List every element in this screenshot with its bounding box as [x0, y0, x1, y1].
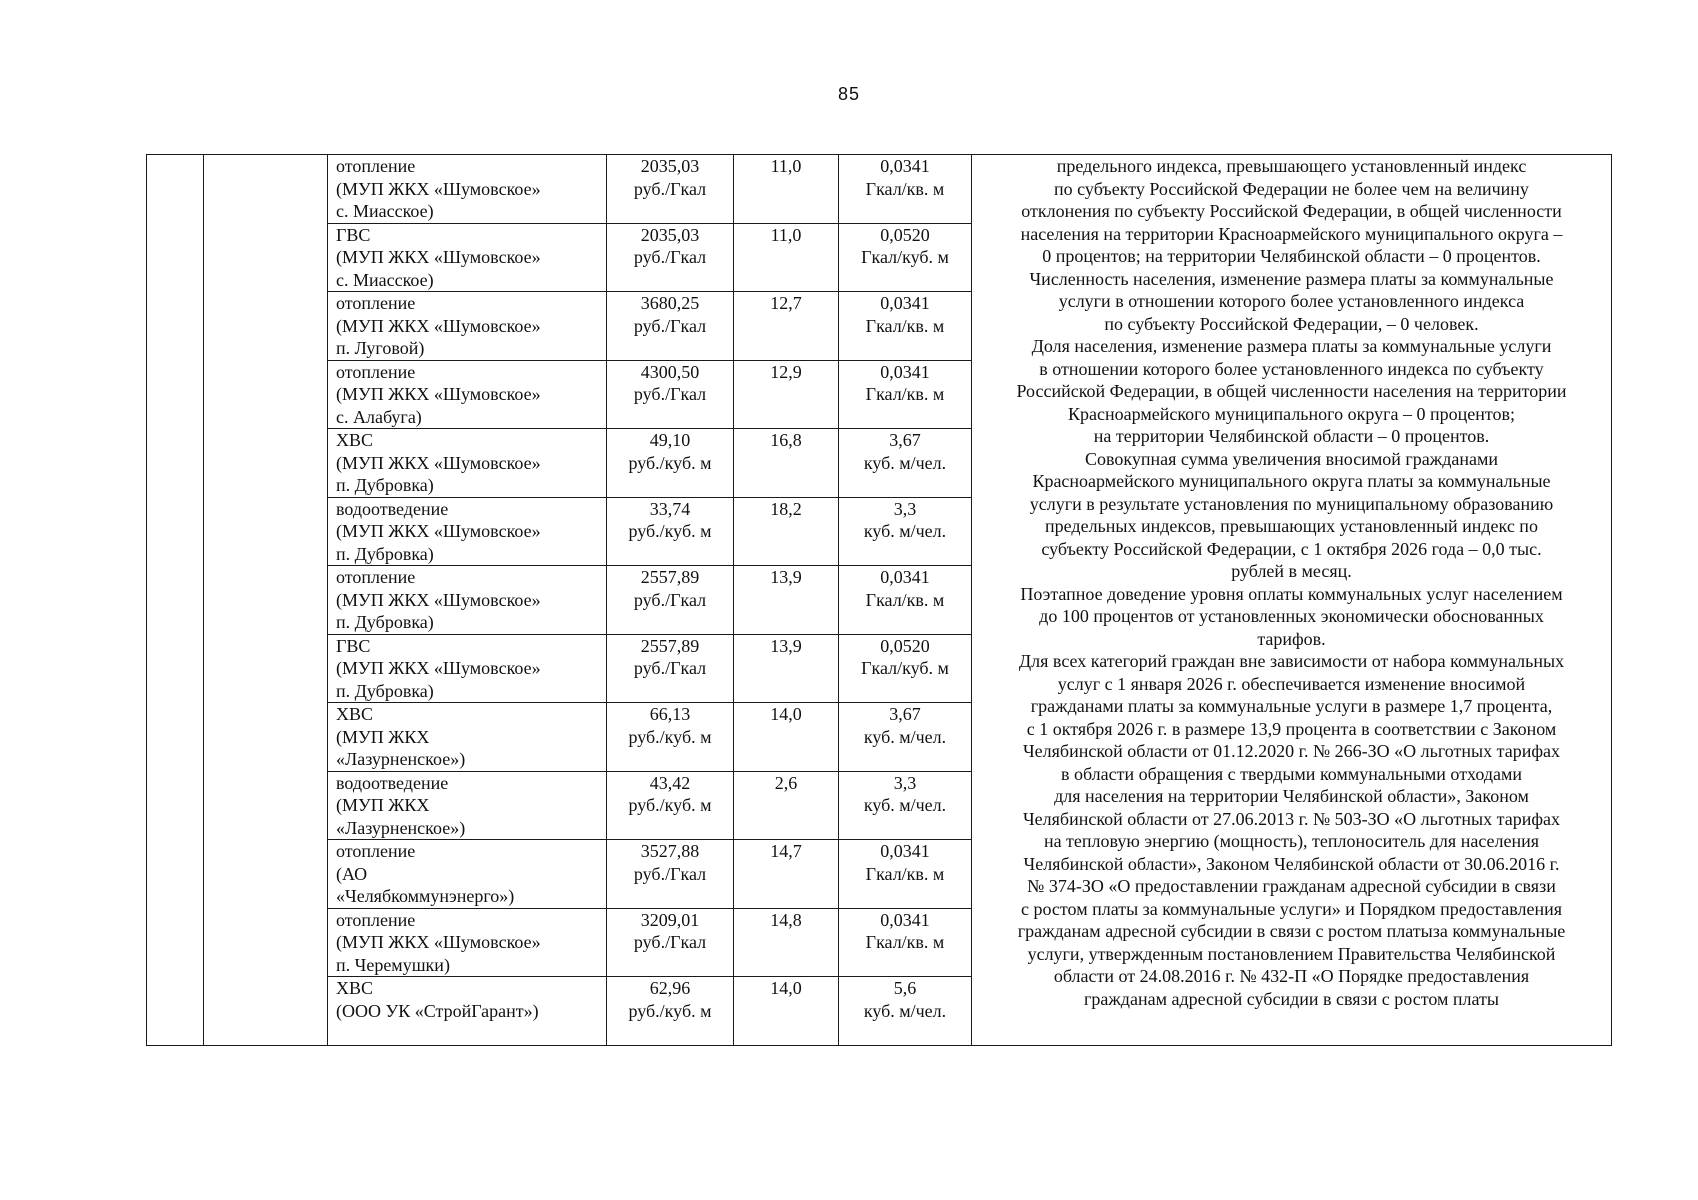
service-line: отопление: [336, 293, 416, 313]
tariff-unit: руб./Гкал: [633, 589, 707, 610]
index-cell: 12,7: [734, 292, 839, 361]
service-line: (МУП ЖКХ «Шумовское»: [336, 247, 541, 267]
service-line: с. Миасское): [336, 269, 434, 290]
service-cell: [328, 566, 607, 635]
tariff-cell: [607, 908, 734, 977]
norm-cell: [839, 155, 972, 224]
tariff-value: 2557,89: [640, 635, 700, 656]
norm-cell: [839, 703, 972, 772]
tariff-unit: руб./Гкал: [633, 932, 707, 952]
norm-value: 0,0341: [880, 567, 930, 587]
service-line: отопление: [336, 156, 416, 176]
norm-cell: [839, 360, 972, 429]
norm-cell: [839, 840, 972, 909]
norm-unit: Гкал/кв. м: [865, 384, 945, 404]
service-line: (МУП ЖКХ «Шумовское»: [336, 658, 541, 678]
norm-unit: Гкал/кв. м: [865, 863, 945, 884]
service-line: п. Черемушки): [336, 954, 450, 975]
tariff-value: 2557,89: [640, 567, 700, 587]
norm-value: 3,3: [893, 498, 917, 519]
index-cell: 13,9: [734, 634, 839, 703]
norm-unit: Гкал/кв. м: [865, 178, 945, 199]
tariff-unit: руб./Гкал: [633, 315, 707, 336]
service-line: (МУП ЖКХ «Шумовское»: [336, 452, 541, 473]
index-cell: 12,9: [734, 360, 839, 429]
norm-value: 0,0341: [880, 293, 930, 313]
norm-cell: [839, 223, 972, 292]
tariff-unit: руб./куб. м: [628, 1000, 712, 1021]
tariff-cell: [607, 703, 734, 772]
tariff-unit: руб./Гкал: [633, 178, 707, 199]
norm-cell: [839, 977, 972, 1046]
tariff-value: 43,42: [649, 772, 691, 793]
norm-value: 5,6: [893, 978, 917, 998]
service-cell: [328, 977, 607, 1046]
service-line: с. Алабуга): [336, 406, 422, 427]
norm-cell: [839, 429, 972, 498]
tariff-cell: [607, 223, 734, 292]
service-cell: [328, 634, 607, 703]
service-line: отопление: [336, 841, 416, 861]
index-cell: 13,9: [734, 566, 839, 635]
tariff-cell: [607, 155, 734, 224]
service-line: отопление: [336, 361, 416, 382]
norm-value: 3,67: [889, 430, 921, 450]
blank-cell-municipality: [204, 155, 328, 1046]
service-line: (МУП ЖКХ «Шумовское»: [336, 589, 541, 610]
tariff-unit: руб./куб. м: [628, 521, 712, 541]
norm-cell: [839, 771, 972, 840]
norm-cell: [839, 292, 972, 361]
service-line: (МУП ЖКХ «Шумовское»: [336, 521, 541, 541]
service-line: (МУП ЖКХ «Шумовское»: [336, 932, 541, 952]
norm-value: 0,0341: [880, 361, 930, 382]
tariff-value: 2035,03: [640, 224, 700, 245]
tariff-unit: руб./Гкал: [633, 658, 707, 678]
service-line: ХВС: [336, 430, 374, 450]
tariff-cell: [607, 292, 734, 361]
service-cell: [328, 292, 607, 361]
service-cell: [328, 840, 607, 909]
service-line: «Челябкоммунэнерго»): [336, 886, 515, 906]
tariff-unit: руб./куб. м: [628, 726, 712, 747]
index-cell: 14,8: [734, 908, 839, 977]
service-line: (АО: [336, 863, 368, 884]
index-cell: 2,6: [734, 771, 839, 840]
service-line: «Лазурненское»): [336, 817, 466, 838]
service-line: (ООО УК «СтройГарант»): [336, 1000, 539, 1021]
norm-value: 0,0341: [880, 841, 930, 861]
index-cell: 18,2: [734, 497, 839, 566]
index-cell: 14,7: [734, 840, 839, 909]
page-number: 85: [837, 84, 861, 104]
service-cell: [328, 908, 607, 977]
service-line: п. Луговой): [336, 338, 425, 358]
service-cell: [328, 360, 607, 429]
service-cell: [328, 429, 607, 498]
index-cell: 14,0: [734, 977, 839, 1046]
service-line: ГВС: [336, 635, 371, 656]
service-line: п. Дубровка): [336, 475, 434, 495]
tariff-value: 33,74: [649, 498, 691, 519]
service-line: водоотведение: [336, 498, 449, 519]
service-line: (МУП ЖКХ: [336, 726, 430, 747]
tariff-value: 4300,50: [640, 361, 700, 382]
norm-unit: Гкал/кв. м: [865, 589, 945, 610]
service-line: отопление: [336, 909, 416, 930]
service-cell: [328, 223, 607, 292]
tariff-value: 3209,01: [640, 909, 700, 930]
service-line: (МУП ЖКХ «Шумовское»: [336, 178, 541, 199]
service-line: отопление: [336, 567, 416, 587]
tariff-unit: руб./куб. м: [628, 795, 712, 815]
norm-unit: куб. м/чел.: [863, 795, 947, 815]
norm-value: 0,0520: [880, 224, 930, 245]
norm-value: 3,67: [889, 704, 921, 724]
service-line: п. Дубровка): [336, 543, 434, 564]
norm-value: 3,3: [893, 772, 917, 793]
tariff-unit: руб./Гкал: [633, 247, 707, 267]
service-line: ХВС: [336, 978, 374, 998]
service-line: «Лазурненское»): [336, 749, 466, 769]
tariff-table: [146, 154, 1612, 1046]
tariff-cell: [607, 840, 734, 909]
norm-value: 0,0520: [880, 635, 930, 656]
tariff-unit: руб./Гкал: [633, 863, 707, 884]
service-cell: [328, 497, 607, 566]
service-line: п. Дубровка): [336, 680, 434, 701]
tariff-cell: [607, 977, 734, 1046]
tariff-value: 62,96: [649, 978, 691, 998]
tariff-cell: [607, 497, 734, 566]
tariff-cell: [607, 566, 734, 635]
norm-value: 0,0341: [880, 909, 930, 930]
norm-value: 0,0341: [880, 156, 930, 176]
service-line: ХВС: [336, 704, 374, 724]
service-line: с. Миасское): [336, 201, 434, 221]
tariff-unit: руб./куб. м: [628, 452, 712, 473]
norm-unit: куб. м/чел.: [863, 1000, 947, 1021]
table-row: [147, 155, 1612, 224]
service-line: ГВС: [336, 224, 371, 245]
service-cell: [328, 155, 607, 224]
tariff-value: 66,13: [649, 704, 691, 724]
norm-cell: [839, 908, 972, 977]
index-cell: 14,0: [734, 703, 839, 772]
tariff-unit: руб./Гкал: [633, 384, 707, 404]
norm-unit: куб. м/чел.: [863, 521, 947, 541]
tariff-cell: [607, 360, 734, 429]
tariff-cell: [607, 771, 734, 840]
tariff-value: 2035,03: [640, 156, 700, 176]
norm-cell: [839, 497, 972, 566]
norm-unit: Гкал/кв. м: [865, 315, 945, 336]
info-text-cell: предельного индекса, превышающего установленный индекс по субъекту Российской Федерации не более чем на величину отклонения по субъекту Российской Федерации, в общей численности населения на территории Красноармейского муниципального округа – 0 процентов; на территории Челябинской области – 0 процентов. Численность населения, изменение размера платы за коммунальные услуги в отношении которого более установленного индекса по субъекту Российской Федерации, – 0 человек. Доля населения, изменение размера платы за коммунальные услуги в отношении которого более установленного индекса по субъекту Российской Федерации, в общей численности населения на территории Красноармейского муниципального округа – 0 процентов; на территории Челябинской области – 0 процентов. Совокупная сумма увеличения вносимой гражданами Красноармейского муниципального округа платы за коммунальные услуги в результате установления по муниципальному образованию предельных индексов, превышающих установленный индекс по субъекту Российской Федерации, с 1 октября 2026 года – 0,0 тыс. рублей в месяц. Поэтапное доведение уровня оплаты коммунальных услуг населением до 100 процентов от установленных экономически обоснованных тарифов. Для всех категорий граждан вне зависимости от набора коммунальных услуг с 1 января 2026 г. обеспечивается изменение вносимой гражданами платы за коммунальные услуги в размере 1,7 процента, с 1 октября 2026 г. в размере 13,9 процента в соответствии с Законом Челябинской области от 01.12.2020 г. № 266-ЗО «О льготных тарифах в области обращения с твердыми коммунальными отходами для населения на территории Челябинской области», Законом Челябинской области от 27.06.2013 г. № 503-ЗО «О льготных тарифах на тепловую энергию (мощность), теплоноситель для населения Челябинской области», Законом Челябинской области от 30.06.2016 г. № 374-ЗО «О предоставлении гражданам адресной субсидии в связи с ростом платы за коммунальные услуги» и Порядком предоставления гражданам адресной субсидии в связи с ростом платыза коммунальные услуги, утвержденным постановлением Правительства Челябинской области от 24.08.2016 г. № 432-П «О Порядке предоставления гражданам адресной субсидии в связи с ростом платы: [972, 155, 1612, 1046]
service-line: (МУП ЖКХ: [336, 795, 430, 815]
norm-unit: Гкал/куб. м: [861, 247, 949, 267]
index-cell: 16,8: [734, 429, 839, 498]
norm-unit: куб. м/чел.: [863, 726, 947, 747]
service-line: (МУП ЖКХ «Шумовское»: [336, 384, 541, 404]
service-cell: [328, 703, 607, 772]
service-line: водоотведение: [336, 772, 449, 793]
norm-unit: куб. м/чел.: [863, 452, 947, 473]
service-cell: [328, 771, 607, 840]
blank-cell-number: [147, 155, 204, 1046]
tariff-value: 3680,25: [640, 293, 700, 313]
tariff-cell: [607, 634, 734, 703]
norm-unit: Гкал/куб. м: [861, 658, 949, 678]
service-line: (МУП ЖКХ «Шумовское»: [336, 315, 541, 336]
tariff-value: 3527,88: [640, 841, 700, 861]
index-cell: 11,0: [734, 223, 839, 292]
index-cell: 11,0: [734, 155, 839, 224]
tariff-cell: [607, 429, 734, 498]
service-line: п. Дубровка): [336, 612, 434, 632]
norm-unit: Гкал/кв. м: [865, 932, 945, 952]
norm-cell: [839, 566, 972, 635]
tariff-value: 49,10: [649, 430, 691, 450]
norm-cell: [839, 634, 972, 703]
